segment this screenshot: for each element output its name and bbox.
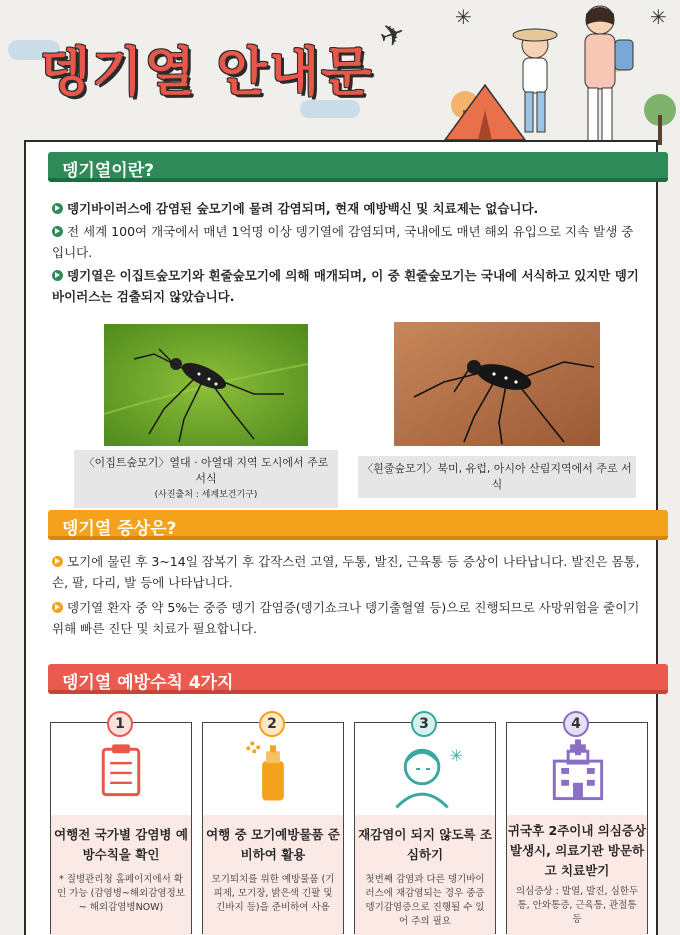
section-heading-prevention: 뎅기열 예방수칙 4가지 [48, 664, 668, 694]
list-item: 뎅기열은 이집트숲모기와 흰줄숲모기에 의해 매개되며, 이 중 흰줄숲모기는 국내에 서식하고 있지만 뎅기바이러스는 검출되지 않았습니다. [52, 268, 639, 304]
page-title: 뎅기열 안내문 [40, 43, 374, 103]
content-card [24, 140, 658, 935]
list-item: 전 세계 100여 개국에서 매년 1억명 이상 뎅기열에 감염되며, 국내에도 매년 해외 유입으로 지속 발생 중입니다. [52, 224, 634, 260]
card-body [355, 815, 495, 935]
aedes-aegypti-photo [104, 324, 308, 446]
header [0, 0, 680, 145]
card-description: * 질병관리청 홈페이지에서 확인 가능 (감염병~해외감염정보~ 해외감염병NOW) [57, 874, 185, 913]
card-title: 여행 중 모기예방물품 준비하여 활용 [206, 827, 340, 862]
bullet-icon [52, 270, 63, 281]
list-item: 뎅기열 환자 중 약 5%는 중증 뎅기 감염증(뎅기쇼크나 뎅기출혈열 등)으로 진행되므로 사망위험을 줄이기 위해 빠른 진단 및 치료가 필요합니다. [52, 600, 640, 636]
photo-caption: 〈흰줄숲모기〉북미, 유럽, 아시아 산림지역에서 주로 서식 [358, 456, 636, 498]
card-description: 의심증상 : 발열, 발진, 심한두통, 안와통증, 근육통, 관절통 등 [515, 886, 639, 925]
prevention-card-4 [506, 716, 648, 934]
aedes-albopictus-photo [394, 322, 600, 446]
step-number: 2 [259, 711, 285, 737]
hospital-icon [507, 723, 647, 815]
sick-person-icon [355, 723, 495, 815]
step-number: 4 [563, 711, 589, 737]
section-heading-symptoms: 뎅기열 증상은? [48, 510, 668, 540]
card-title: 재감염이 되지 않도록 조심하기 [358, 827, 492, 862]
card-body [51, 815, 191, 935]
bullet-icon [52, 203, 63, 214]
repellent-spray-icon [203, 723, 343, 815]
svg-text:✳: ✳ [449, 746, 463, 766]
card-body [203, 815, 343, 935]
card-title: 여행전 국가별 감염병 예방수칙을 확인 [54, 827, 188, 862]
mosquito-icon: ✳ [650, 5, 667, 29]
list-item: 뎅기바이러스에 감염된 숲모기에 물려 감염되며, 현재 예방백신 및 치료제는 없습니다. [52, 198, 642, 219]
list-item: 모기에 물린 후 3~14일 잠복기 후 갑작스런 고열, 두통, 발진, 근육통 등 증상이 나타납니다. 발진은 몸통, 손, 팔, 다리, 발 등에 나타납니다. [52, 554, 640, 590]
clipboard-icon [51, 723, 191, 815]
mosquito-icon: ✳ [455, 5, 472, 29]
card-description: 모기퇴치를 위한 예방물품 (기피제, 모기장, 밝은색 긴팔 및 긴바지 등)을 준비하여 사용 [211, 874, 335, 913]
card-description: 첫번째 감염과 다른 뎅기바이러스에 재감염되는 경우 중증뎅기감염증으로 진행될 수 있어 주의 필요 [365, 874, 485, 927]
airplane-icon: ✈ [374, 14, 411, 57]
card-body [507, 815, 647, 935]
photo-caption: 〈이집트숲모기〉열대 · 아열대 지역 도시에서 주로 서식 (사진출처 : 세계보건기구) [74, 450, 338, 508]
bullet-icon [52, 556, 63, 567]
bullet-icon [52, 602, 63, 613]
bullet-icon [52, 226, 63, 237]
prevention-card-3 [354, 716, 496, 934]
prevention-card-2 [202, 716, 344, 934]
prevention-card-1 [50, 716, 192, 934]
section-heading-what: 뎅기열이란? [48, 152, 668, 182]
step-number: 3 [411, 711, 437, 737]
step-number: 1 [107, 711, 133, 737]
card-title: 귀국후 2주이내 의심증상 발생시, 의료기관 방문하고 치료받기 [507, 823, 647, 878]
